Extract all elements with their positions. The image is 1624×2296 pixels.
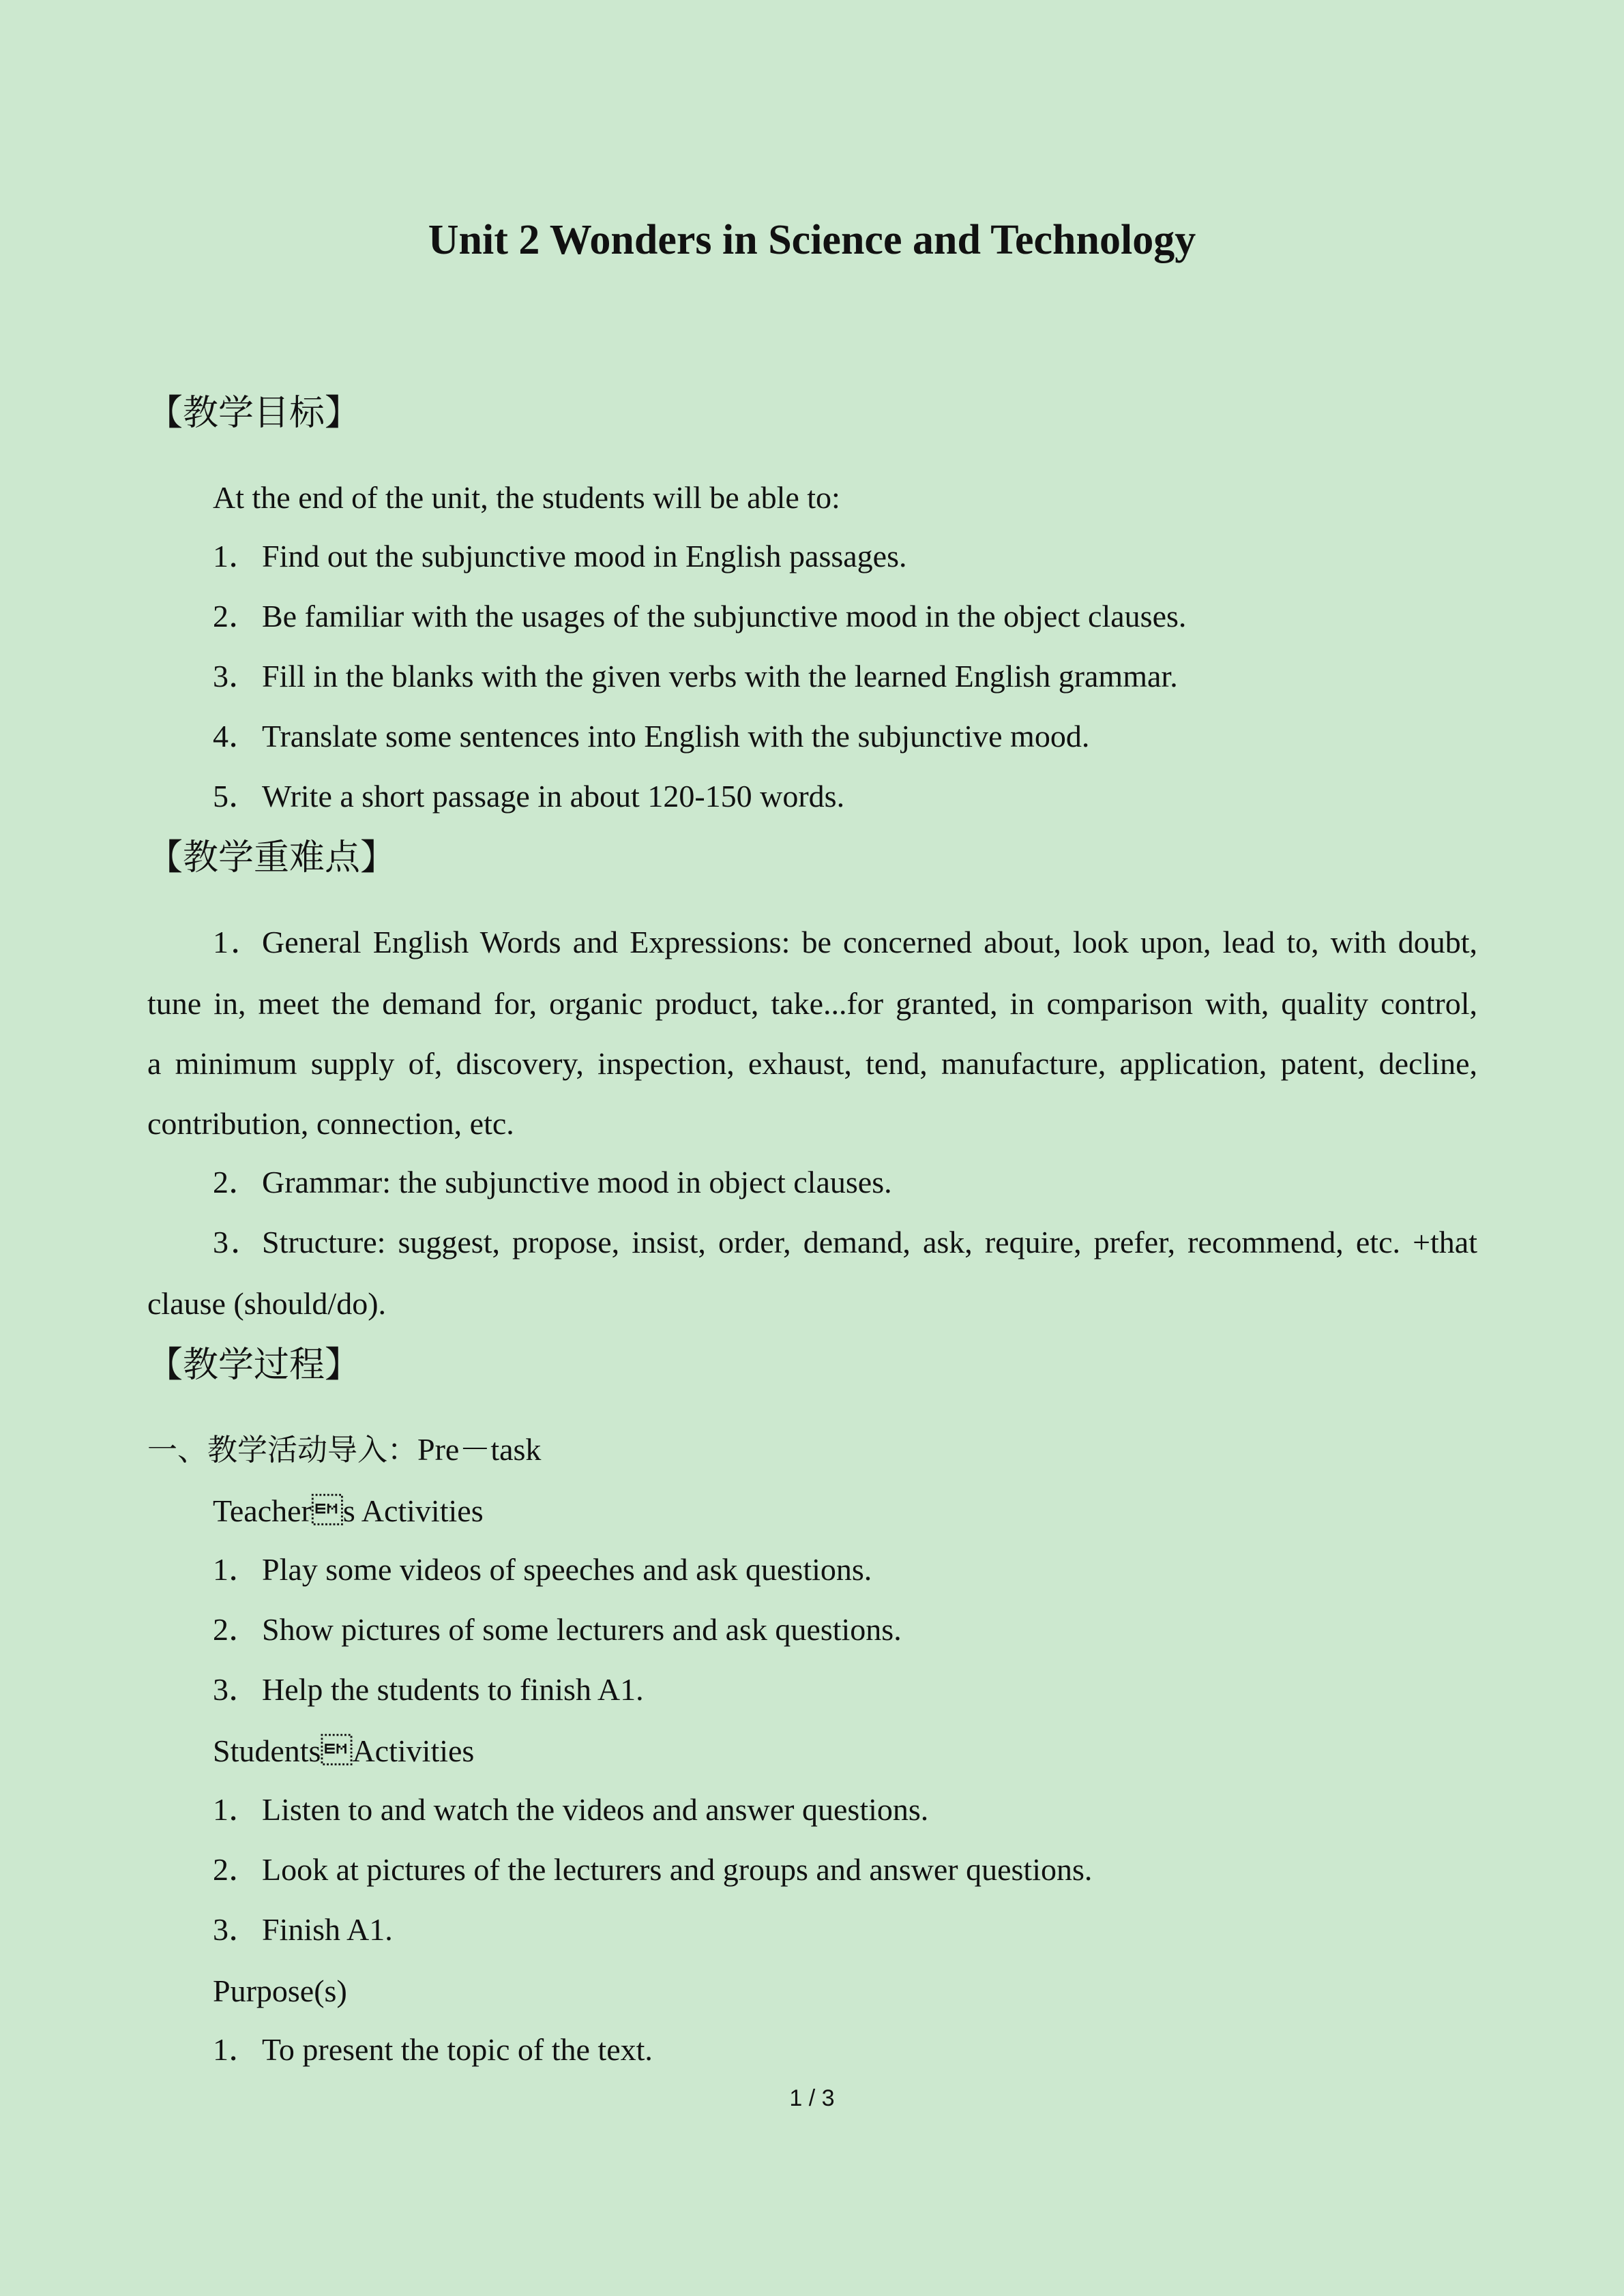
activity-number: 1． xyxy=(213,1792,260,1827)
activity-text: Listen to and watch the videos and answer questions. xyxy=(262,1792,929,1827)
key-point-number: 2． xyxy=(213,1165,260,1199)
objectives-heading: 【教学目标】 xyxy=(147,393,361,434)
purpose-text: To present the topic of the text. xyxy=(262,2032,653,2067)
objective-item-3 xyxy=(213,656,1178,697)
activity-number: 2． xyxy=(213,1852,260,1887)
objective-text: Translate some sentences into English with the subjunctive mood. xyxy=(262,719,1090,754)
key-point-text: Structure: suggest, propose, insist, order, demand, ask, require, prefer, recommend, etc. +that xyxy=(262,1225,1477,1259)
key-point-3-line-1 xyxy=(213,1222,1477,1263)
activity-text: Finish A1. xyxy=(262,1912,393,1947)
section-1-label: 一、教学活动导入： xyxy=(147,1433,417,1467)
section-1-title xyxy=(147,1429,541,1471)
teacher-activity-3 xyxy=(213,1669,644,1710)
page-indicator: 1 / 3 xyxy=(789,2085,835,2111)
objective-number: 1． xyxy=(213,539,260,573)
teacher-activity-1 xyxy=(213,1549,872,1590)
key-point-text: General English Words and Expressions: be concerned about, look upon, lead to, with doubt, xyxy=(262,925,1477,959)
section-1-suffix: Pre－task xyxy=(417,1432,542,1467)
objective-number: 3． xyxy=(213,659,260,694)
key-point-2 xyxy=(213,1162,892,1203)
page-title: Unit 2 Wonders in Science and Technology xyxy=(428,217,1196,263)
key-point-number: 1． xyxy=(213,925,262,959)
activity-number: 3． xyxy=(213,1912,260,1947)
key-point-3-line-2: clause (should/do). xyxy=(147,1286,387,1321)
objective-number: 5． xyxy=(213,779,260,814)
key-point-1-line-3: a minimum supply of, discovery, inspection, exhaust, tend, manufacture, application, patent, decline, xyxy=(147,1046,1477,1081)
key-point-1-line-1 xyxy=(213,922,1477,963)
teacher-activity-2 xyxy=(213,1609,902,1650)
objective-item-4 xyxy=(213,716,1089,757)
objective-number: 2． xyxy=(213,599,260,633)
student-activity-3 xyxy=(213,1909,393,1950)
objective-text: Be familiar with the usages of the subjunctive mood in the object clauses. xyxy=(262,599,1187,633)
key-point-text: Grammar: the subjunctive mood in object clauses. xyxy=(262,1165,892,1199)
key-point-1-line-2: tune in, meet the demand for, organic product, take...for granted, in comparison with, quality control, xyxy=(147,986,1477,1021)
process-heading: 【教学过程】 xyxy=(147,1345,361,1386)
activity-text: Show pictures of some lecturers and ask questions. xyxy=(262,1612,902,1647)
student-activity-2 xyxy=(213,1849,1092,1890)
activity-text: Play some videos of speeches and ask questions. xyxy=(262,1552,872,1587)
key-points-heading: 【教学重难点】 xyxy=(147,837,396,878)
objective-number: 4． xyxy=(213,719,260,754)
objective-text: Find out the subjunctive mood in English passages. xyxy=(262,539,907,573)
objective-text: Write a short passage in about 120-150 words. xyxy=(262,779,845,814)
activity-text: Help the students to finish A1. xyxy=(262,1672,644,1707)
activity-number: 1． xyxy=(213,1552,260,1587)
purpose-label: Purpose(s) xyxy=(213,1973,347,2008)
objective-item-5 xyxy=(213,776,844,817)
activity-number: 3． xyxy=(213,1672,260,1707)
objective-text: Fill in the blanks with the given verbs with the learned English grammar. xyxy=(262,659,1178,694)
objective-item-1 xyxy=(213,536,907,577)
teacher-activities-label: Teachers Activities xyxy=(213,1493,484,1528)
key-point-1-line-4: contribution, connection, etc. xyxy=(147,1106,514,1141)
purpose-number: 1． xyxy=(213,2032,260,2067)
objective-item-2 xyxy=(213,596,1186,637)
student-activities-label: StudentsActivities xyxy=(213,1733,475,1768)
activity-text: Look at pictures of the lecturers and groups and answer questions. xyxy=(262,1852,1093,1887)
student-activity-1 xyxy=(213,1789,928,1830)
objectives-intro: At the end of the unit, the students will be able to: xyxy=(213,480,840,515)
key-point-number: 3． xyxy=(213,1225,262,1259)
activity-number: 2． xyxy=(213,1612,260,1647)
purpose-item-1 xyxy=(213,2029,653,2070)
